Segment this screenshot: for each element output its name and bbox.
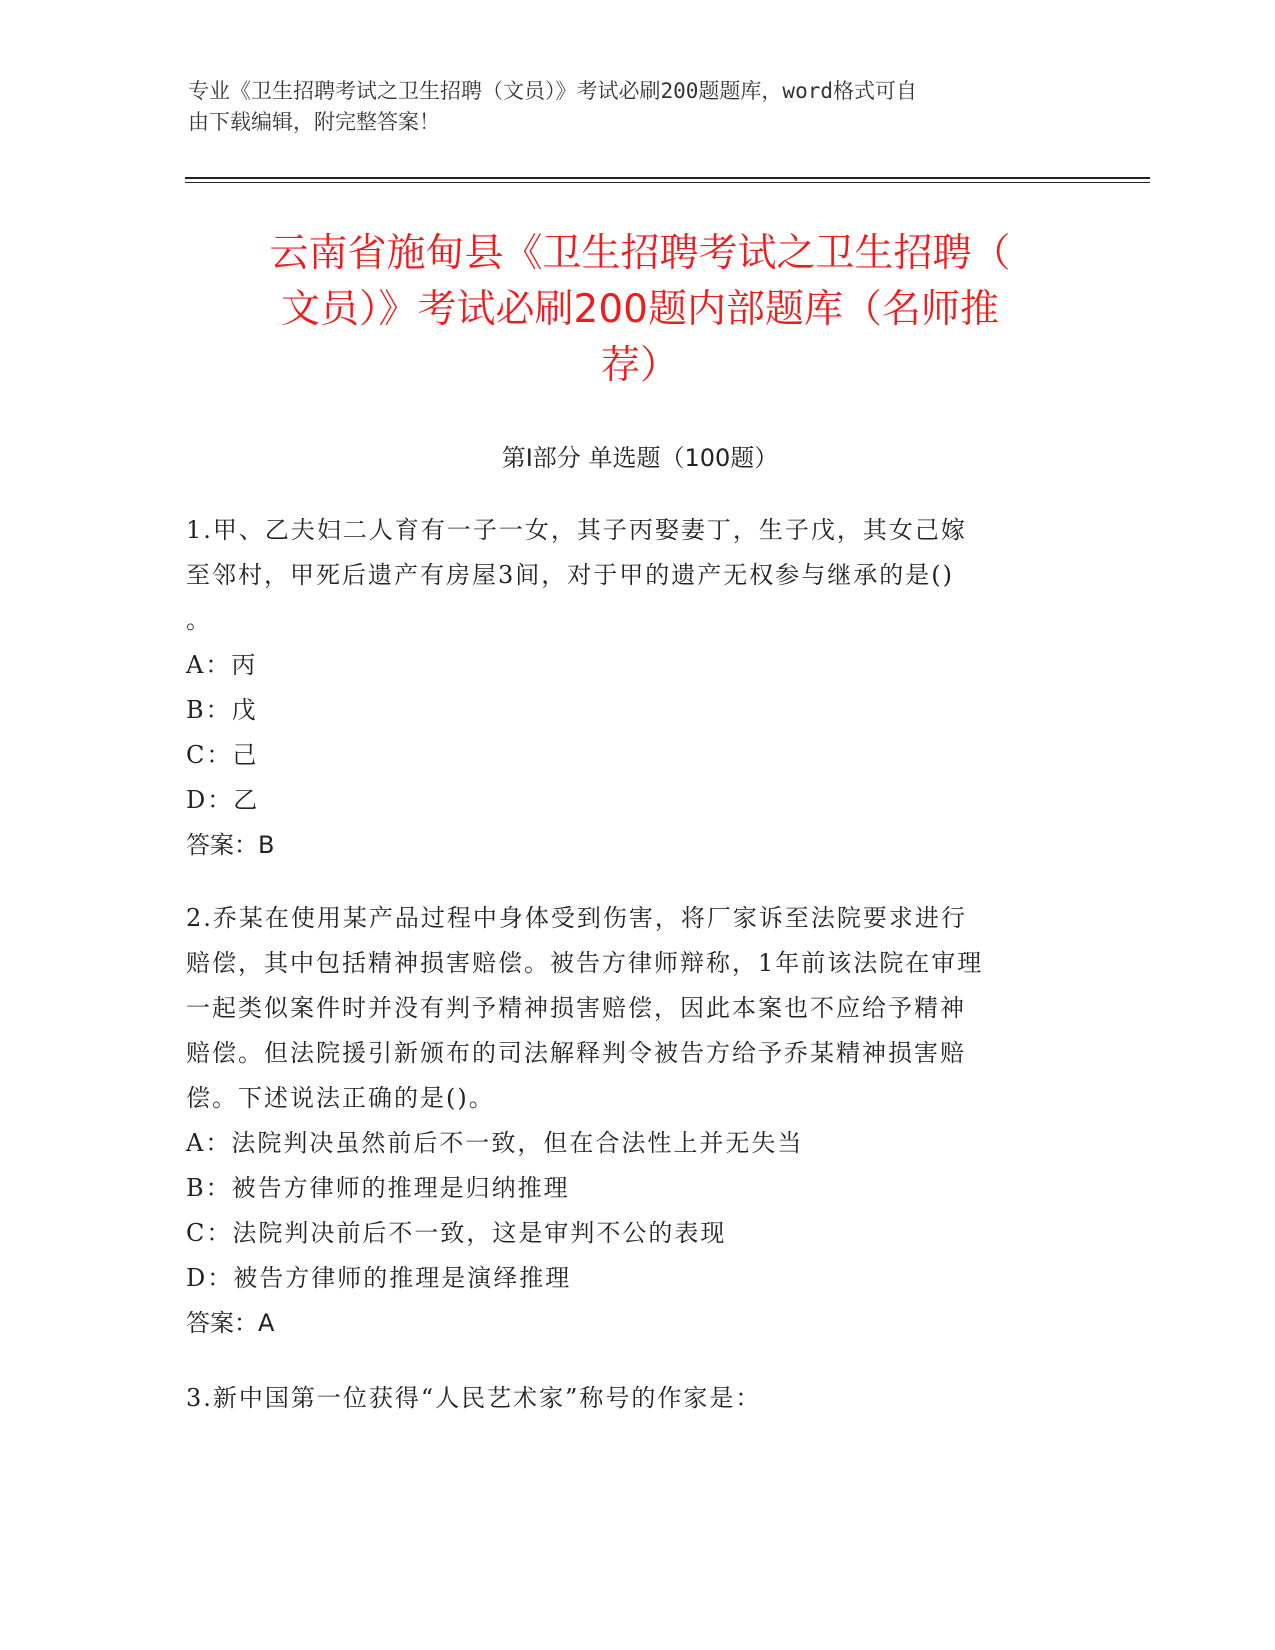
- document-title: [190, 226, 1090, 394]
- title-line: 文员）》考试必刷200题内部题库（名师推: [281, 287, 999, 332]
- title-line: 云南省施甸县《卫生招聘考试之卫生招聘（: [269, 231, 1011, 276]
- option-a: A：丙: [186, 651, 258, 679]
- header-rule: [185, 182, 1150, 183]
- question-text: 至邻村，甲死后遗产有房屋3间，对于甲的遗产无权参与继承的是(): [186, 561, 954, 589]
- question-2: [186, 896, 1086, 1346]
- option-d: D：被告方律师的推理是演绎推理: [186, 1264, 572, 1292]
- question-text: 偿。下述说法正确的是()。: [186, 1084, 495, 1112]
- question-text: 。: [186, 606, 212, 634]
- question-text: 一起类似案件时并没有判予精神损害赔偿，因此本案也不应给予精神: [186, 994, 966, 1022]
- header-note-line: 专业《卫生招聘考试之卫生招聘（文员）》考试必刷200题题库，word格式可自: [188, 79, 917, 103]
- option-d: D：乙: [186, 786, 260, 814]
- option-c: C：己: [186, 741, 259, 769]
- header-note: [188, 76, 1068, 138]
- question-1: [186, 508, 1086, 868]
- option-a: A：法院判决虽然前后不一致，但在合法性上并无失当: [186, 1129, 804, 1157]
- question-text: 2.乔某在使用某产品过程中身体受到伤害，将厂家诉至法院要求进行: [186, 904, 967, 932]
- option-b: B：戊: [186, 696, 258, 724]
- header-rule: [185, 177, 1150, 179]
- question-text: 赔偿。但法院援引新颁布的司法解释判令被告方给予乔某精神损害赔: [186, 1039, 966, 1067]
- answer-label: 答案：B: [186, 831, 275, 859]
- question-text: 1.甲、乙夫妇二人育有一子一女，其子丙娶妻丁，生子戊，其女己嫁: [186, 516, 967, 544]
- section-title: 第Ⅰ部分 单选题（100题）: [501, 444, 779, 472]
- question-text: 赔偿，其中包括精神损害赔偿。被告方律师辩称，1年前该法院在审理: [186, 949, 984, 977]
- question-text: 3.新中国第一位获得“人民艺术家”称号的作家是：: [186, 1384, 762, 1412]
- answer-label: 答案：A: [186, 1309, 275, 1337]
- option-c: C：法院判决前后不一致，这是审判不公的表现: [186, 1219, 727, 1247]
- title-line: 荐）: [600, 343, 679, 388]
- option-b: B：被告方律师的推理是归纳推理: [186, 1174, 570, 1202]
- question-3: [186, 1376, 1086, 1421]
- header-note-line: 由下载编辑，附完整答案！: [188, 110, 440, 134]
